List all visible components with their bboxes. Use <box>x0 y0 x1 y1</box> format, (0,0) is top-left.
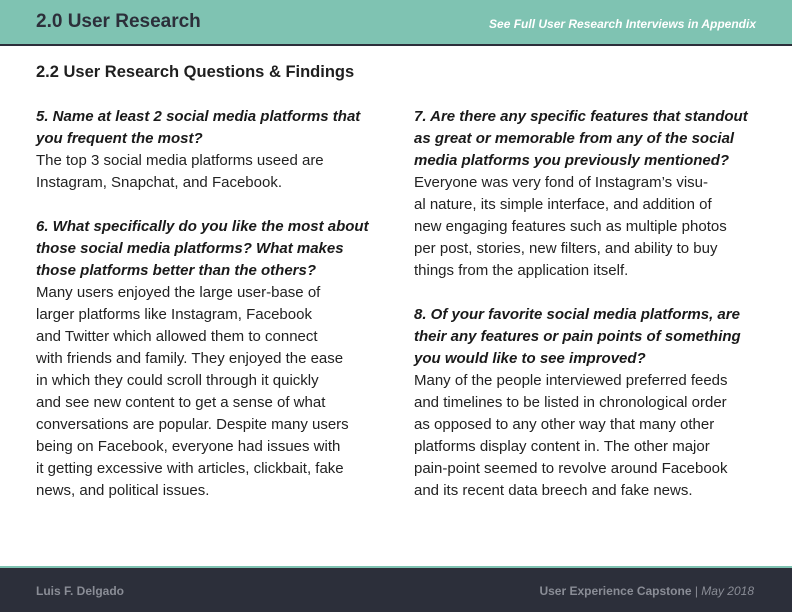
qa-block-6 <box>36 216 376 502</box>
answer-line: Many of the people interviewed preferred feeds <box>414 372 728 389</box>
answer-line: conversations are popular. Despite many users <box>36 416 349 433</box>
footer-date: May 2018 <box>701 584 754 598</box>
answer-line: larger platforms like Instagram, Facebook <box>36 306 312 323</box>
answer-line: being on Facebook, everyone had issues with <box>36 438 341 455</box>
question-8 <box>414 304 759 370</box>
answer-6 <box>36 282 376 502</box>
question-7 <box>414 106 759 172</box>
page-header <box>0 0 792 46</box>
answer-line: with friends and family. They enjoyed the ease <box>36 350 344 367</box>
footer-separator: | <box>691 584 702 598</box>
answer-line: per post, stories, new filters, and ability to buy <box>414 240 718 257</box>
question-line: 6. What specifically do you like the most about <box>36 218 369 235</box>
question-line: those platforms better than the others? <box>36 262 317 279</box>
answer-5 <box>36 150 376 194</box>
section-title: 2.2 User Research Questions & Findings <box>36 63 355 81</box>
answer-line: al nature, its simple interface, and addition of <box>414 196 712 213</box>
answer-line: things from the application itself. <box>414 262 629 279</box>
answer-line: and timelines to be listed in chronological order <box>414 394 727 411</box>
answer-line: platforms display content in. The other major <box>414 438 710 455</box>
footer-course-date <box>539 584 754 598</box>
answer-line: in which they could scroll through it quickly <box>36 372 319 389</box>
question-6 <box>36 216 376 282</box>
answer-line: it getting excessive with articles, clickbait, fake <box>36 460 344 477</box>
answer-line: new engaging features such as multiple photos <box>414 218 727 235</box>
answer-line: and see new content to get a sense of what <box>36 394 326 411</box>
answer-line: Everyone was very fond of Instagram’s visu- <box>414 174 709 191</box>
footer-course: User Experience Capstone <box>539 584 692 598</box>
answer-line: news, and political issues. <box>36 482 210 499</box>
qa-block-8 <box>414 304 759 502</box>
answer-line: Instagram, Snapchat, and Facebook. <box>36 174 282 191</box>
question-line: 5. Name at least 2 social media platforms that <box>36 108 361 125</box>
question-line: their any features or pain points of something <box>414 328 741 345</box>
answer-8 <box>414 370 759 502</box>
qa-block-7 <box>414 106 759 282</box>
footer-author: Luis F. Delgado <box>36 584 125 598</box>
answer-line: pain-point seemed to revolve around Facebook <box>414 460 728 477</box>
left-column <box>36 106 376 524</box>
question-line: those social media platforms? What makes <box>36 240 344 257</box>
question-line: you would like to see improved? <box>414 350 646 367</box>
question-line: you frequent the most? <box>36 130 203 147</box>
answer-line: The top 3 social media platforms useed are <box>36 152 324 169</box>
appendix-link[interactable]: See Full User Research Interviews in Appendix <box>489 17 756 31</box>
question-5 <box>36 106 376 150</box>
question-line: media platforms you previously mentioned? <box>414 152 730 169</box>
right-column <box>414 106 759 524</box>
answer-line: and its recent data breech and fake news. <box>414 482 693 499</box>
answer-line: Many users enjoyed the large user-base of <box>36 284 321 301</box>
question-line: 8. Of your favorite social media platforms, are <box>414 306 740 323</box>
question-line: as great or memorable from any of the social <box>414 130 735 147</box>
answer-line: as opposed to any other way that many other <box>414 416 715 433</box>
page-footer <box>0 566 792 612</box>
qa-block-5 <box>36 106 376 194</box>
header-title: 2.0 User Research <box>36 11 201 32</box>
answer-line: and Twitter which allowed them to connect <box>36 328 318 345</box>
answer-7 <box>414 172 759 282</box>
question-line: 7. Are there any specific features that standout <box>414 108 748 125</box>
